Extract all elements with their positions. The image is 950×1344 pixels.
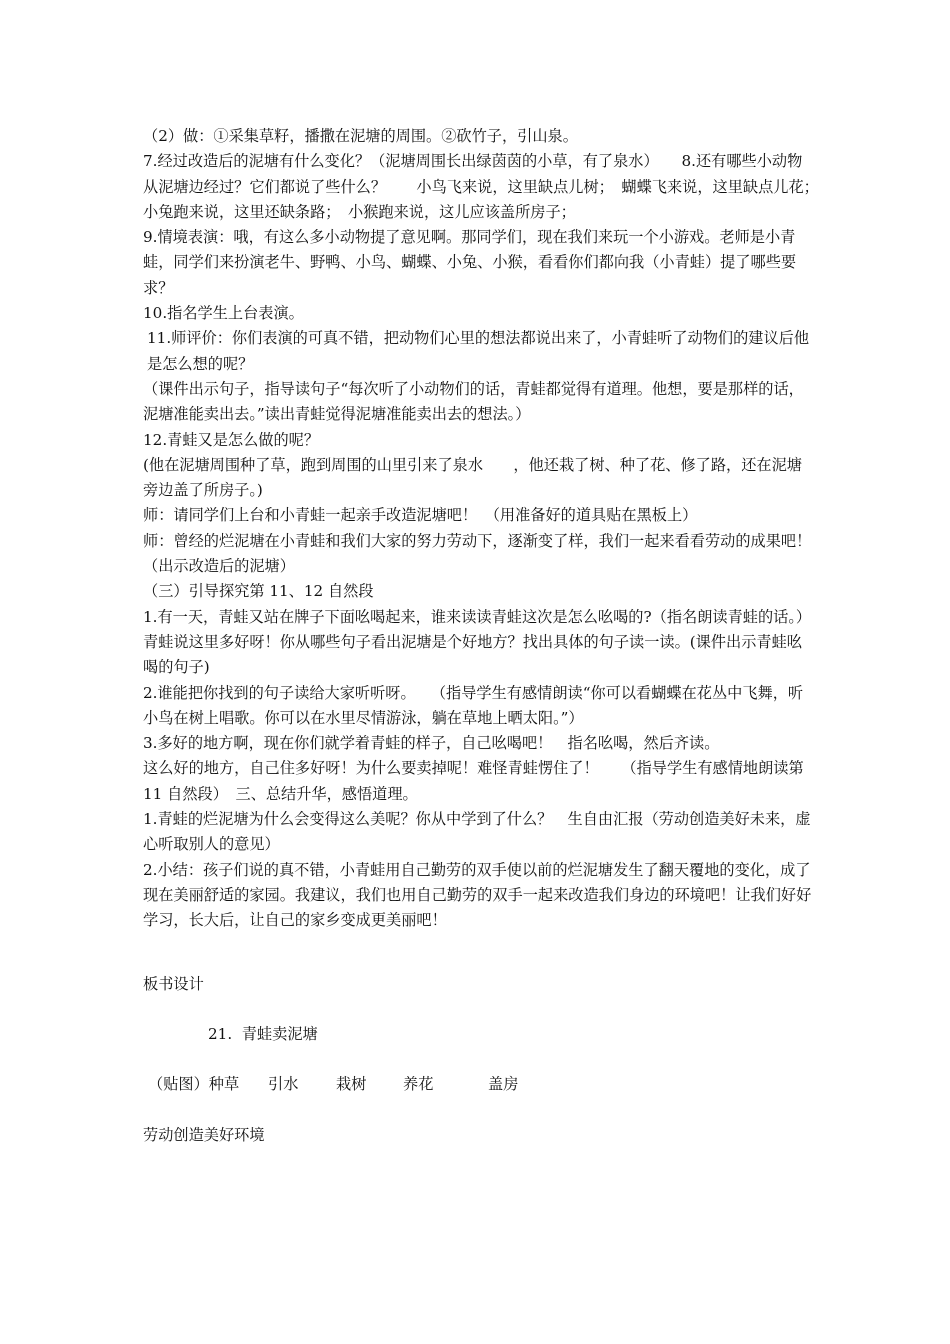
- board-item: 盖房: [488, 1075, 519, 1093]
- board-footer: 劳动创造美好环境: [143, 1126, 265, 1144]
- paragraph: 青蛙说这里多好呀！你从哪些句子看出泥塘是个好地方？找出具体的句子读一读。(课件出示青蛙吆喝的句子): [143, 632, 802, 677]
- paragraph: 11.师评价：你们表演的可真不错，把动物们心里的想法都说出来了，小青蛙听了动物们的建议后他是怎么想的呢？: [147, 329, 810, 373]
- board-design-label: 板书设计: [143, 975, 204, 993]
- paragraph: (他在泥塘周围种了草，跑到周围的山里引来了泉水 ，他还栽了树、种了花、修了路，还在泥塘旁边盖了所房子。): [143, 455, 802, 500]
- paragraph: （2）做：①采集草籽，播撒在泥塘的周围。②砍竹子，引山泉。: [143, 127, 578, 145]
- board-item: 栽树: [336, 1075, 367, 1093]
- board-item: 引水: [268, 1075, 299, 1093]
- paragraph: （三）引导探究第 11、12 自然段: [143, 582, 374, 601]
- paragraph: 师：请同学们上台和小青蛙一起亲手改造泥塘吧！ （用准备好的道具贴在黑板上）: [143, 506, 698, 525]
- paragraph: 1.有一天，青蛙又站在牌子下面吆喝起来，谁来读读青蛙这次是怎么吆喝的?（指名朗读青蛙的话。）: [143, 607, 812, 626]
- paragraph: 3.多好的地方啊，现在你们就学着青蛙的样子，自己吆喝吧！ 指名吆喝，然后齐读。: [143, 734, 720, 753]
- paragraph: 10.指名学生上台表演。: [143, 304, 304, 323]
- paragraph: 1.青蛙的烂泥塘为什么会变得这么美呢？你从中学到了什么？ 生自由汇报（劳动创造美好未来，虚心听取别人的意见）: [143, 810, 811, 854]
- paragraph: 7.经过改造后的泥塘有什么变化？（泥塘周围长出绿茵茵的小草，有了泉水） 8.还有哪些小动物从泥塘边经过？它们都说了些什么？ 小鸟飞来说，这里缺点儿树； 蝴蝶飞来说，这里缺点儿花； 小兔跑来说，这里还缺条路； 小猴跑来说，这儿应该盖所房子；: [143, 152, 827, 221]
- paragraph: 2.谁能把你找到的句子读给大家听听呀。 （指导学生有感情朗读“你可以看蝴蝶在花丛中飞舞，听小鸟在树上唱歌。你可以在水里尽情游泳，躺在草地上晒太阳。”）: [143, 683, 804, 727]
- paragraph: 12.青蛙又是怎么做的呢？: [143, 430, 320, 449]
- paragraph: 师：曾经的烂泥塘在小青蛙和我们大家的努力劳动下，逐渐变了样，我们一起来看看劳动的成果吧！（出示改造后的泥塘）: [143, 531, 812, 576]
- board-item: （贴图）种草: [148, 1075, 240, 1093]
- paragraph: 9.情境表演：哦，有这么多小动物提了意见啊。那同学们，现在我们来玩一个小游戏。老师是小青蛙，同学们来扮演老牛、野鸭、小鸟、蝴蝶、小兔、小猴，看看你们都向我（小青蛙）提了哪些要求？: [143, 228, 797, 297]
- board-title: 21. 青蛙卖泥塘: [208, 1025, 318, 1043]
- paragraph: （课件出示句子，指导读句子“每次听了小动物们的话，青蛙都觉得有道理。他想，要是那样的话，泥塘准能卖出去。”读出青蛙觉得泥塘准能卖出去的想法。）: [143, 379, 804, 424]
- paragraph: 这么好的地方，自己住多好呀！为什么要卖掉呢！难怪青蛙愣住了！ （指导学生有感情地朗读第 11 自然段） 三、总结升华，感悟道理。: [143, 759, 809, 803]
- lesson-body: [143, 124, 827, 934]
- board-item: 养花: [403, 1075, 434, 1093]
- paragraph: 2.小结：孩子们说的真不错，小青蛙用自己勤劳的双手使以前的烂泥塘发生了翻天覆地的变化，成了现在美丽舒适的家园。我建议，我们也用自己勤劳的双手一起来改造我们身边的环境吧！让我们好好学习，长大后，让自己的家乡变成更美丽吧！: [143, 860, 812, 930]
